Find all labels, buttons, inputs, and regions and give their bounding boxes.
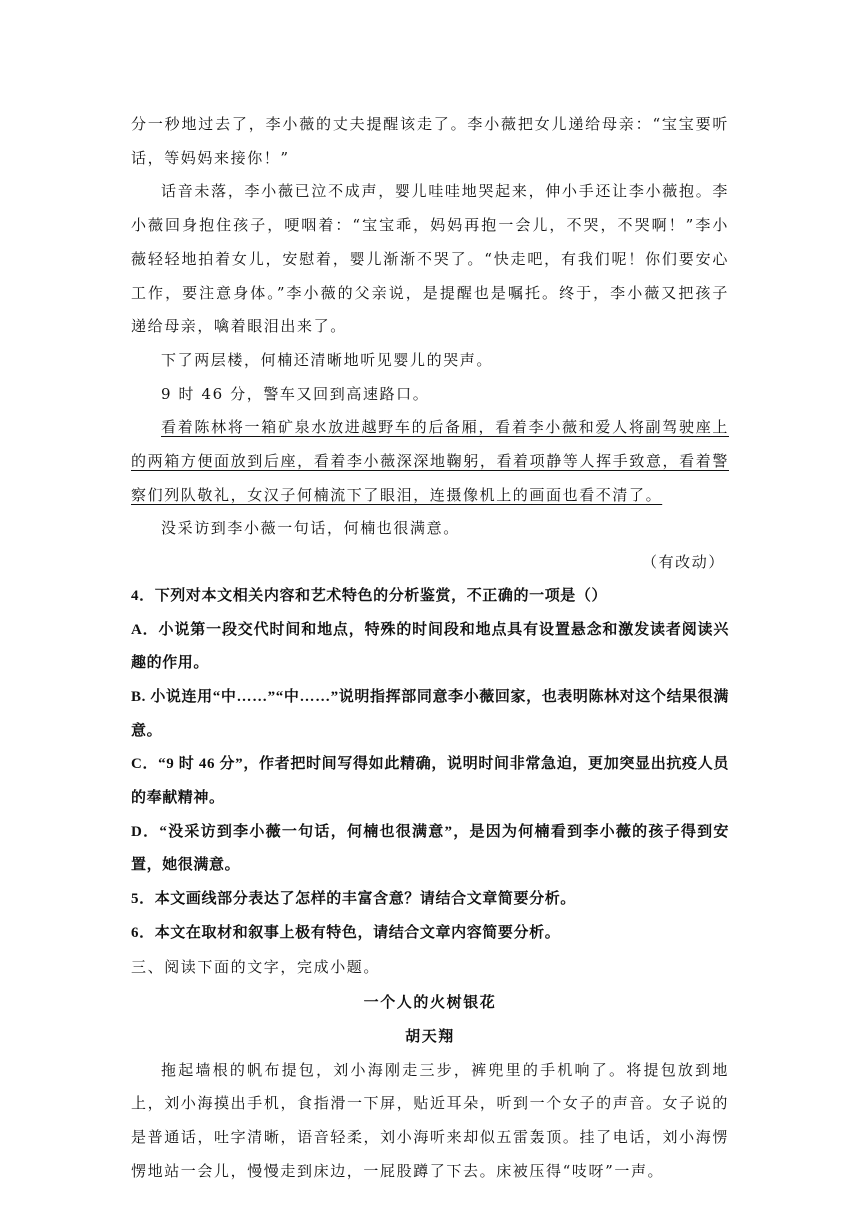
story-paragraph: 话音未落，李小薇已泣不成声，婴儿哇哇地哭起来，伸小手还让李小薇抱。李小薇回身抱住孩子，哽咽着：“宝宝乖，妈妈再抱一会儿，不哭，不哭啊！”李小薇轻轻地拍着女儿，安慰着，婴儿渐渐不哭了。“快走吧，有我们呢！你们要安心工作，要注意身体。”李小薇的父亲说，是提醒也是嘱托。终于，李小薇又把孩子递给母亲，噙着眼泪出来了。 bbox=[131, 182, 729, 336]
story-paragraph: 分一秒地过去了，李小薇的丈夫提醒该走了。李小薇把女儿递给母亲：“宝宝要听话，等妈妈来接你！” bbox=[131, 115, 729, 167]
section-heading: 三、阅读下面的文字，完成小题。 bbox=[131, 957, 381, 976]
adaptation-note: （有改动） bbox=[641, 553, 725, 572]
story-paragraph: 下了两层楼，何楠还清晰地听见婴儿的哭声。 bbox=[161, 350, 494, 369]
question-4: 4．下列对本文相关内容和艺术特色的分析鉴赏，不正确的一项是（） bbox=[131, 587, 608, 604]
story-paragraph: 9 时 46 分，警车又回到高速路口。 bbox=[161, 384, 430, 403]
story-paragraph: 没采访到李小薇一句话，何楠也很满意。 bbox=[161, 519, 460, 538]
question-6: 6．本文在取材和叙事上极有特色，请结合文章内容简要分析。 bbox=[131, 924, 561, 941]
option-d: D．“没采访到李小薇一句话，何楠也很满意”，是因为何楠看到李小薇的孩子得到安置，她很满意。 bbox=[131, 823, 729, 874]
option-b: B. 小说连用“中……”“中……”说明指挥部同意李小薇回家，也表明陈林对这个结果很满意。 bbox=[131, 688, 729, 739]
underlined-text: 看着陈林将一箱矿泉水放进越野车的后备厢，看着李小薇和爱人将副驾驶座上的两箱方便面放到后座，看着李小薇深深地鞠躬，看着项静等人挥手致意，看着警察们列队敬礼，女汉子何楠流下了眼泪，连摄像机上的画面也看不清了。 bbox=[131, 418, 729, 504]
question-5: 5．本文画线部分表达了怎样的丰富含意？请结合文章简要分析。 bbox=[131, 891, 576, 908]
underlined-passage bbox=[131, 411, 729, 512]
article-title: 一个人的火树银花 bbox=[363, 993, 497, 1012]
article-author: 胡天翔 bbox=[405, 1026, 455, 1045]
option-a: A．小说第一段交代时间和地点，特殊的时间段和地点具有设置悬念和激发读者阅读兴趣的作用。 bbox=[131, 621, 729, 672]
article-paragraph: 拖起墙根的帆布提包，刘小海刚走三步，裤兜里的手机响了。将提包放到地上，刘小海摸出手机，食指滑一下屏，贴近耳朵，听到一个女子的声音。女子说的是普通话，吐字清晰，语音轻柔，刘小海听来却似五雷轰顶。挂了电话，刘小海愣愣地站一会儿，慢慢走到床边，一屁股蹲了下去。床被压得“吱呀”一声。 bbox=[131, 1060, 729, 1180]
option-c: C．“9 时 46 分”，作者把时间写得如此精确，说明时间非常急迫，更加突显出抗疫人员的奉献精神。 bbox=[131, 756, 729, 807]
